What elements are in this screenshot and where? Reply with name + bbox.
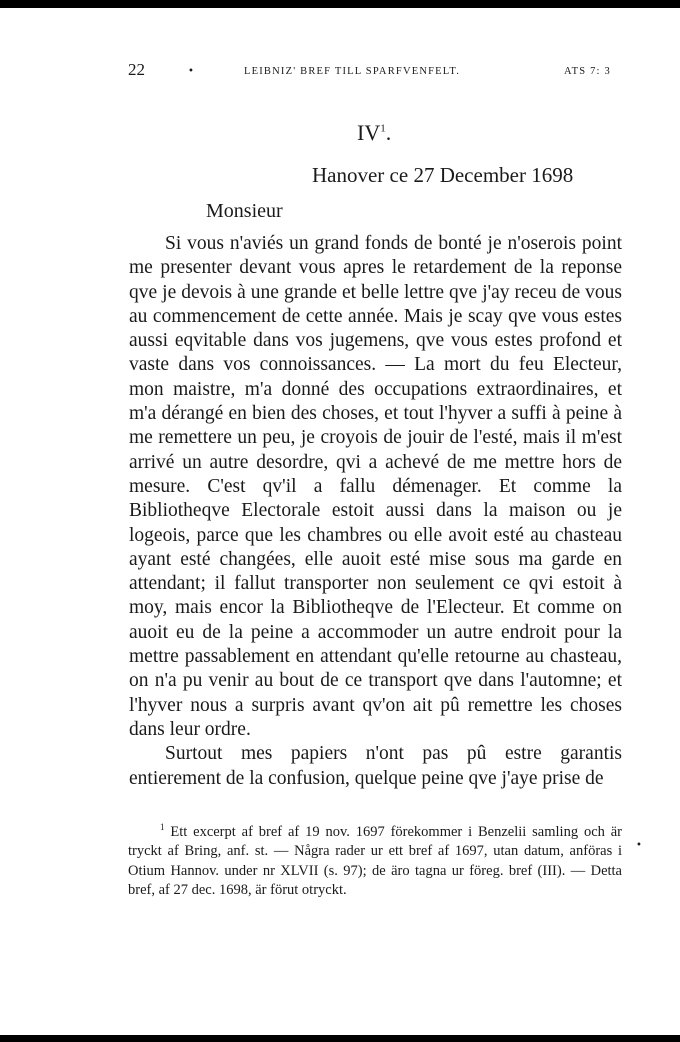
letter-number: $IV^1$.: [357, 120, 392, 145]
letter-roman-numeral: IV: [357, 120, 381, 145]
letter-body: [129, 232, 622, 791]
page-number: 22: [128, 60, 145, 79]
scan-bottom-border: [0, 1035, 680, 1042]
dateline: Hanover ce 27 December 1698: [312, 163, 574, 187]
margin-mark: •: [636, 840, 642, 851]
salutation: Monsieur: [206, 200, 283, 222]
footnote-text: Ett excerpt af bref af 19 nov. 1697 förekommer i Benzelii samling och är tryckt af Bring, anf. st. — Några rader ur ett bref af 1697, utan datum, anföras i Otium Hannov. under nr XLVII (s. 97); de äro tagna ur föreg. bref (III). — Detta bref, af 27 dec. 1698, är förut otryckt.: [128, 823, 622, 899]
paragraph: Surtout mes papiers n'ont pas pû estre garantis entierement de la confusion, quelque peine qve j'aye prise de: [129, 743, 622, 789]
running-title: LEIBNIZ' BREF TILL SPARFVENFELT.: [244, 66, 461, 77]
head-dot: •: [188, 66, 194, 77]
running-head: [0, 60, 680, 84]
footnote-ref: 1: [380, 122, 386, 135]
footnote-marker: 1: [160, 822, 165, 832]
paragraph: Si vous n'aviés un grand fonds de bonté je n'oserois point me presenter devant vous apres le retardement de la reponse qve je devois à une grande et belle lettre qve j'ay receu de vous au commencement de cette année. Mais je scay qve vous estes aussi eqvitable dans vos jugemens, qve vous estes profond et vaste dans vos connoissances. — La mort du feu Electeur, mon maistre, m'a donné des occupations extraordinaires, et m'a dérangé en bien des choses, et tout l'hyver a suffi à peine à me remettere un peu, je croyois de jouir de l'esté, mais il m'est arrivé un autre desordre, qvi a achevé de me mettre hors de mesure. C'est qv'il a fallu démenager. Et comme la Bibliotheqve Electorale estoit aussi dans la maison ou je logeois, parce que les chambres ou elle avoit esté au chasteau ayant esté changées, elle auoit esté mise sous ma garde en attendant; il fallut transporter non seulement ce qvi estoit à moy, mais encor la Bibliotheqve de l'Electeur. Et comme on auoit eu de la peine a accommoder un autre endroit pour la mettre passablement en attendant qu'elle retourne au chasteau, on n'a pu venir au bout de ce transport qve dans l'automne; et l'hyver nous a surpris avant qv'on ait pû remettre les choses dans leur ordre.: [129, 233, 622, 740]
signature-reference: ATS 7: 3: [564, 66, 611, 77]
footnote: [128, 818, 622, 901]
scan-top-border: [0, 0, 680, 8]
